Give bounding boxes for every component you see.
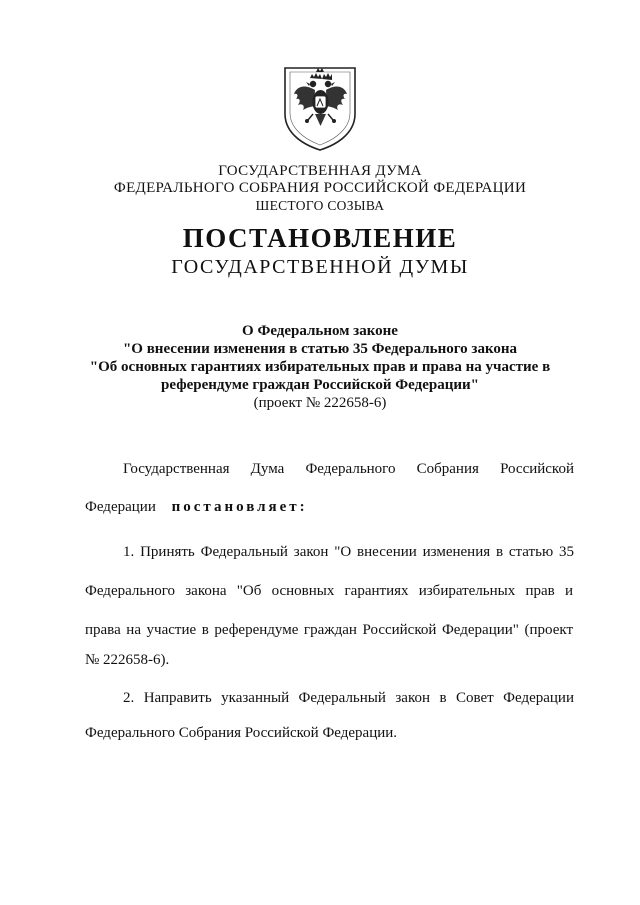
preamble-line-1: Государственная Дума Федерального Собрания Российской [123, 461, 574, 477]
item2-line-1: 2. Направить указанный Федеральный закон в Совет Федерации [123, 690, 574, 706]
header-line-2: ФЕДЕРАЛЬНОГО СОБРАНИЯ РОССИЙСКОЙ ФЕДЕРАЦИИ [113, 180, 527, 196]
item2-line-2: Федерального Собрания Российской Федерации. [85, 725, 398, 741]
item1-line-1: 1. Принять Федеральный закон "О внесении изменения в статью 35 [123, 544, 574, 560]
document-title: ПОСТАНОВЛЕНИЕ [182, 223, 458, 253]
preamble-prefix: Федерации [85, 499, 156, 515]
subject-line-3: "Об основных гарантиях избирательных прав и права на участие в [89, 359, 551, 375]
subject-line-1: О Федеральном законе [242, 323, 398, 339]
subject-line-4: референдуме граждан Российской Федерации" [161, 377, 479, 393]
header-line-1: ГОСУДАРСТВЕННАЯ ДУМА [218, 163, 422, 179]
preamble-verb: постановляет: [171, 499, 308, 515]
project-number: (проект № 222658-6) [253, 395, 387, 411]
subject-line-2: "О внесении изменения в статью 35 Федерального закона [122, 341, 518, 357]
preamble-line-2 [85, 498, 573, 516]
header-line-3: ШЕСТОГО СОЗЫВА [255, 198, 385, 213]
item1-line-4: № 222658-6). [85, 652, 170, 668]
document-subtitle: ГОСУДАРСТВЕННОЙ ДУМЫ [171, 256, 469, 278]
coat-of-arms-emblem [277, 62, 363, 152]
document-subject [0, 322, 640, 394]
item1-line-3: права на участие в референдуме граждан Российской Федерации" (проект [85, 622, 573, 638]
item1-line-2: Федерального закона "Об основных гарантиях избирательных прав и [85, 583, 573, 599]
